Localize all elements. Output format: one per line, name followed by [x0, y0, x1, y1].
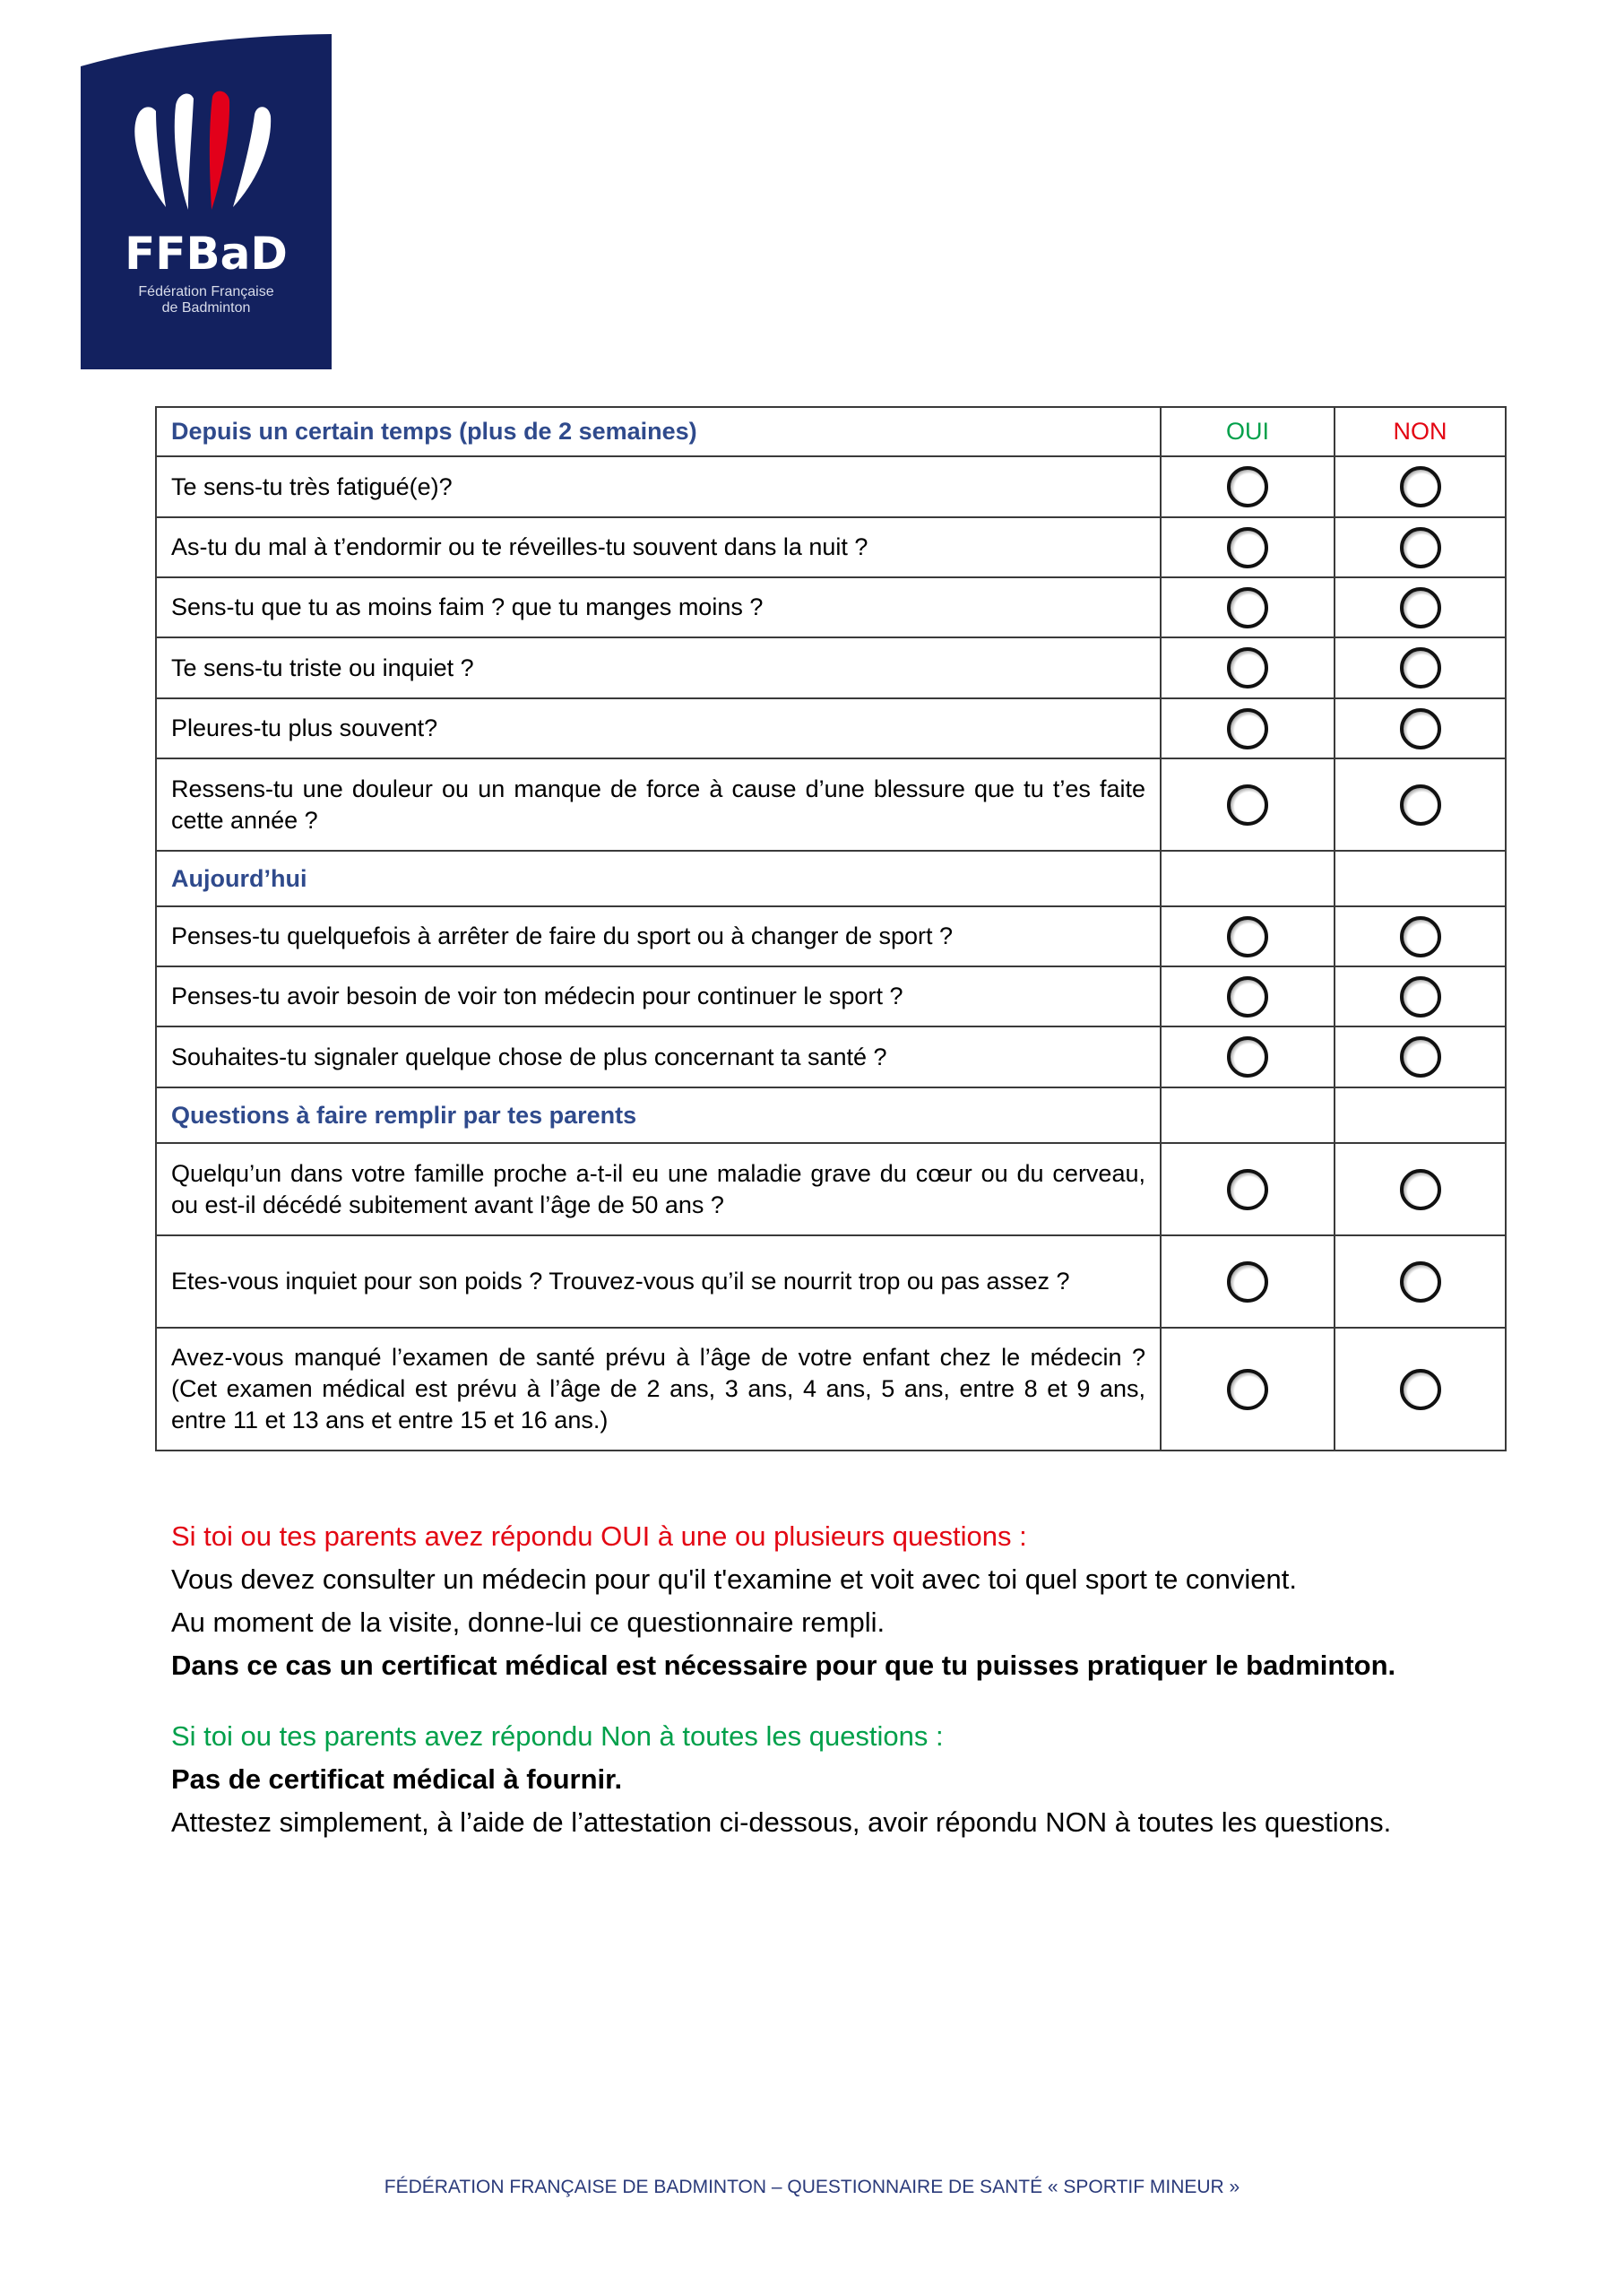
question-row	[156, 698, 1506, 758]
empty-cell	[1335, 1087, 1506, 1143]
answer-oui-cell	[1161, 1026, 1335, 1087]
radio-oui[interactable]	[1227, 587, 1268, 628]
radio-oui[interactable]	[1227, 976, 1268, 1018]
answer-non-cell	[1335, 1235, 1506, 1328]
radio-non[interactable]	[1400, 916, 1441, 957]
radio-oui[interactable]	[1227, 1261, 1268, 1303]
radio-oui[interactable]	[1227, 708, 1268, 749]
yes-case-line1: Vous devez consulter un médecin pour qu'il t'examine et voit avec toi quel sport te convient.	[171, 1563, 1297, 1595]
radio-non[interactable]	[1400, 647, 1441, 688]
radio-oui[interactable]	[1227, 466, 1268, 507]
answer-non-cell	[1335, 966, 1506, 1026]
answer-oui-cell	[1161, 966, 1335, 1026]
logo-subtitle-2: de Badminton	[161, 300, 251, 316]
answer-oui-cell	[1161, 1235, 1335, 1328]
answer-non-cell	[1335, 456, 1506, 517]
section-row	[156, 851, 1506, 906]
question-text: Te sens-tu triste ou inquiet ?	[156, 637, 1161, 698]
yes-case-line2: Au moment de la visite, donne-lui ce questionnaire rempli.	[171, 1606, 885, 1638]
question-row	[156, 1026, 1506, 1087]
empty-cell	[1161, 851, 1335, 906]
question-text: Te sens-tu très fatigué(e)?	[156, 456, 1161, 517]
ffbad-logo	[81, 34, 332, 369]
question-text: Pleures-tu plus souvent?	[156, 698, 1161, 758]
question-row	[156, 1328, 1506, 1451]
answer-oui-cell	[1161, 698, 1335, 758]
radio-oui[interactable]	[1227, 527, 1268, 568]
radio-non[interactable]	[1400, 587, 1441, 628]
answer-non-cell	[1335, 577, 1506, 637]
empty-cell	[1161, 1087, 1335, 1143]
question-row	[156, 758, 1506, 851]
section-row	[156, 407, 1506, 456]
answer-non-cell	[1335, 1328, 1506, 1451]
no-case-line2: Attestez simplement, à l’aide de l’attestation ci-dessous, avoir répondu NON à toutes les questions.	[171, 1806, 1392, 1838]
radio-oui[interactable]	[1227, 1369, 1268, 1410]
no-case-line1: Pas de certificat médical à fournir.	[171, 1763, 623, 1795]
empty-cell	[1335, 851, 1506, 906]
yes-instructions	[171, 1515, 1533, 1687]
radio-oui[interactable]	[1227, 916, 1268, 957]
yes-case-title: Si toi ou tes parents avez répondu OUI à une ou plusieurs questions :	[171, 1520, 1027, 1552]
answer-oui-cell	[1161, 637, 1335, 698]
answer-oui-cell	[1161, 1328, 1335, 1451]
shuttlecock-logo-icon	[81, 34, 332, 369]
question-text: Sens-tu que tu as moins faim ? que tu manges moins ?	[156, 577, 1161, 637]
question-text: Souhaites-tu signaler quelque chose de plus concernant ta santé ?	[156, 1026, 1161, 1087]
question-text: Avez-vous manqué l’examen de santé prévu à l’âge de votre enfant chez le médecin ? (Cet examen médical est prévu à l’âge de 2 ans, 3 ans, 4 ans, 5 ans, entre 8 et 9 ans, entre 11 et 13 ans et entre 15 et 16 ans.)	[156, 1328, 1161, 1451]
answer-non-cell	[1335, 698, 1506, 758]
radio-oui[interactable]	[1227, 784, 1268, 826]
question-text: Etes-vous inquiet pour son poids ? Trouvez-vous qu’il se nourrit trop ou pas assez ?	[156, 1235, 1161, 1328]
radio-non[interactable]	[1400, 466, 1441, 507]
radio-non[interactable]	[1400, 784, 1441, 826]
section-title: Depuis un certain temps (plus de 2 semaines)	[156, 407, 1161, 456]
radio-non[interactable]	[1400, 1169, 1441, 1210]
health-questionnaire-table	[155, 406, 1507, 1451]
answer-non-cell	[1335, 758, 1506, 851]
question-row	[156, 637, 1506, 698]
question-row	[156, 906, 1506, 966]
radio-non[interactable]	[1400, 1261, 1441, 1303]
radio-oui[interactable]	[1227, 647, 1268, 688]
radio-non[interactable]	[1400, 708, 1441, 749]
page-footer: FÉDÉRATION FRANÇAISE DE BADMINTON – QUESTIONNAIRE DE SANTÉ « SPORTIF MINEUR »	[384, 2177, 1240, 2197]
radio-oui[interactable]	[1227, 1169, 1268, 1210]
question-text: Ressens-tu une douleur ou un manque de force à cause d’une blessure que tu t’es faite cette année ?	[156, 758, 1161, 851]
logo-acronym: FFBaD	[125, 228, 288, 280]
radio-non[interactable]	[1400, 527, 1441, 568]
radio-non[interactable]	[1400, 1369, 1441, 1410]
question-row	[156, 577, 1506, 637]
radio-oui[interactable]	[1227, 1036, 1268, 1078]
answer-oui-cell	[1161, 906, 1335, 966]
radio-non[interactable]	[1400, 1036, 1441, 1078]
radio-non[interactable]	[1400, 976, 1441, 1018]
question-text: Penses-tu avoir besoin de voir ton médecin pour continuer le sport ?	[156, 966, 1161, 1026]
question-row	[156, 517, 1506, 577]
answer-oui-cell	[1161, 456, 1335, 517]
section-row	[156, 1087, 1506, 1143]
no-instructions	[171, 1715, 1533, 1844]
question-row	[156, 1143, 1506, 1235]
question-text: Quelqu’un dans votre famille proche a-t-il eu une maladie grave du cœur ou du cerveau, ou est-il décédé subitement avant l’âge de 50 ans ?	[156, 1143, 1161, 1235]
logo-background	[81, 34, 332, 369]
no-case-title: Si toi ou tes parents avez répondu Non à toutes les questions :	[171, 1720, 944, 1752]
answer-oui-cell	[1161, 517, 1335, 577]
logo-subtitle-1: Fédération Française	[138, 284, 274, 299]
section-title: Questions à faire remplir par tes parents	[156, 1087, 1161, 1143]
answer-non-cell	[1335, 637, 1506, 698]
question-row	[156, 456, 1506, 517]
question-row	[156, 1235, 1506, 1328]
answer-oui-cell	[1161, 1143, 1335, 1235]
yes-case-line3: Dans ce cas un certificat médical est nécessaire pour que tu puisses pratiquer le badminton.	[171, 1650, 1396, 1681]
question-text: Penses-tu quelquefois à arrêter de faire du sport ou à changer de sport ?	[156, 906, 1161, 966]
question-text: As-tu du mal à t’endormir ou te réveilles-tu souvent dans la nuit ?	[156, 517, 1161, 577]
column-header-non: NON	[1335, 407, 1506, 456]
answer-oui-cell	[1161, 758, 1335, 851]
column-header-oui: OUI	[1161, 407, 1335, 456]
answer-non-cell	[1335, 1143, 1506, 1235]
answer-non-cell	[1335, 1026, 1506, 1087]
answer-non-cell	[1335, 517, 1506, 577]
answer-oui-cell	[1161, 577, 1335, 637]
question-row	[156, 966, 1506, 1026]
section-title: Aujourd’hui	[156, 851, 1161, 906]
answer-non-cell	[1335, 906, 1506, 966]
